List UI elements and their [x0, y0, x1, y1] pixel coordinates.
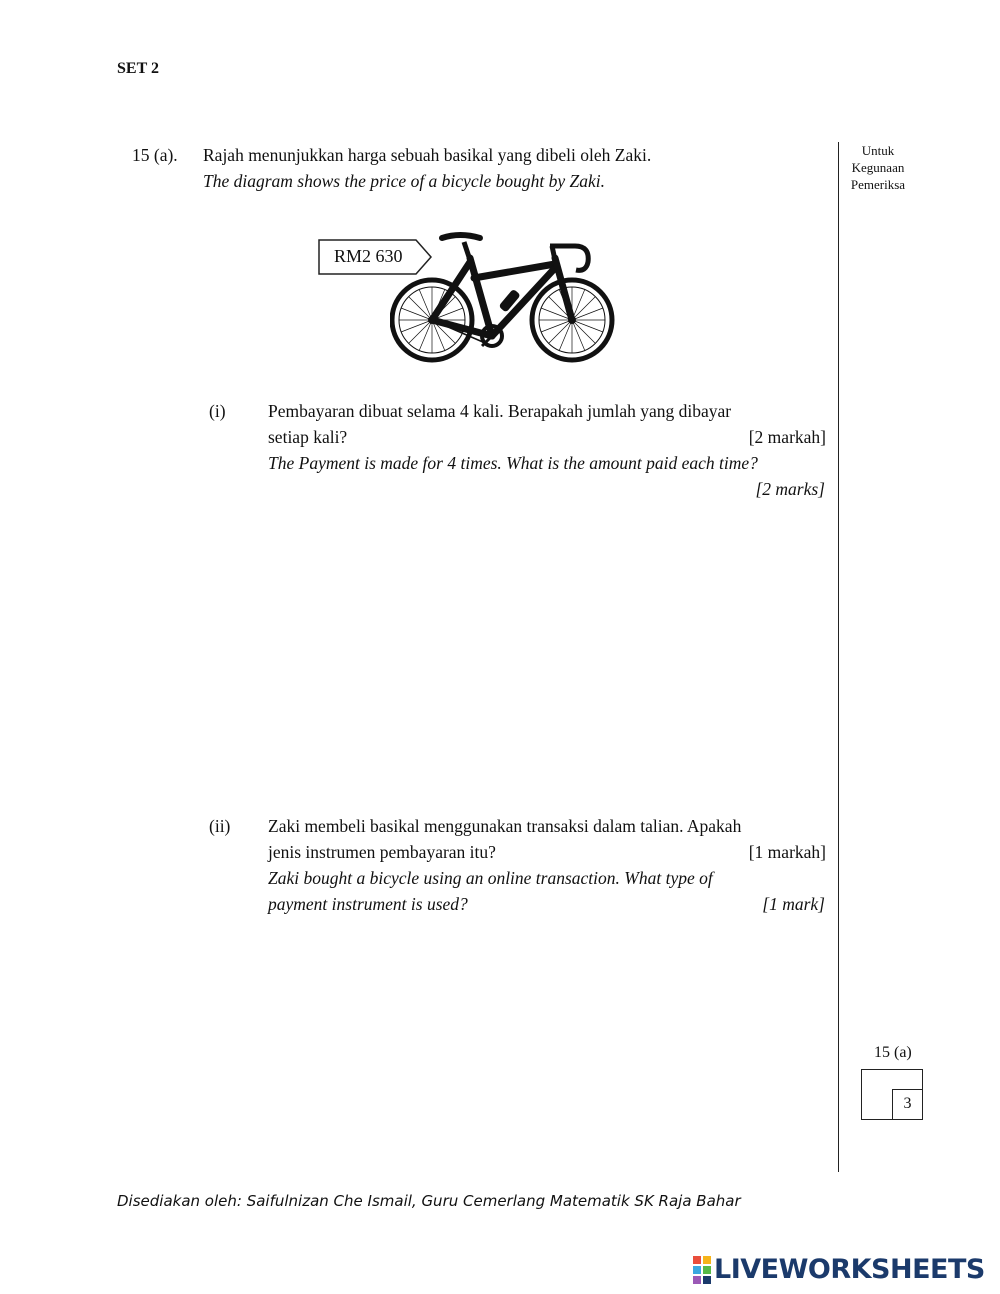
score-label: 15 (a) — [874, 1044, 912, 1061]
part-i-ms-line-1: Pembayaran dibuat selama 4 kali. Berapakah jumlah yang dibayar — [268, 401, 732, 421]
liveworksheets-logo — [693, 1254, 985, 1285]
part-i-label: (i) — [209, 401, 226, 421]
examiner-use-label — [842, 142, 914, 193]
part-ii-en-marks: [1 mark] — [762, 894, 825, 914]
part-ii-ms-marks: [1 markah] — [748, 842, 826, 862]
part-ii-en-line-2: payment instrument is used? — [268, 894, 468, 914]
part-ii-ms-line-1: Zaki membeli basikal menggunakan transaksi dalam talian. Apakah — [268, 816, 742, 836]
question-number: 15 (a). — [132, 145, 178, 165]
question-intro-en: The diagram shows the price of a bicycle bought by Zaki. — [203, 171, 605, 191]
liveworksheets-mark-icon — [693, 1256, 711, 1284]
liveworksheets-logo-text: LIVEWORKSHEETS — [714, 1254, 985, 1285]
part-i-en-marks: [2 marks] — [755, 479, 825, 499]
examiner-margin-rule — [838, 142, 839, 1172]
part-i-ms-marks: [2 markah] — [748, 427, 826, 447]
part-ii-en-line-1: Zaki bought a bicycle using an online transaction. What type of — [268, 868, 713, 888]
set-label: SET 2 — [117, 60, 159, 77]
score-total: 3 — [892, 1089, 923, 1120]
examiner-line-1: Untuk — [861, 143, 895, 158]
part-i-ms-line-2: setiap kali? — [268, 427, 348, 447]
bicycle-image — [390, 228, 620, 368]
examiner-line-3: Pemeriksa — [850, 177, 906, 192]
part-ii-ms-line-2: jenis instrumen pembayaran itu? — [268, 842, 496, 862]
question-intro-ms: Rajah menunjukkan harga sebuah basikal yang dibeli oleh Zaki. — [203, 145, 652, 165]
part-i-en-line-1: The Payment is made for 4 times. What is the amount paid each time? — [268, 453, 758, 473]
examiner-line-2: Kegunaan — [851, 160, 905, 175]
footer-credit: Disediakan oleh: Saifulnizan Che Ismail, Guru Cemerlang Matematik SK Raja Bahar — [117, 1192, 741, 1210]
price-tag-text: RM2 630 — [334, 246, 403, 266]
part-ii-label: (ii) — [209, 816, 231, 836]
